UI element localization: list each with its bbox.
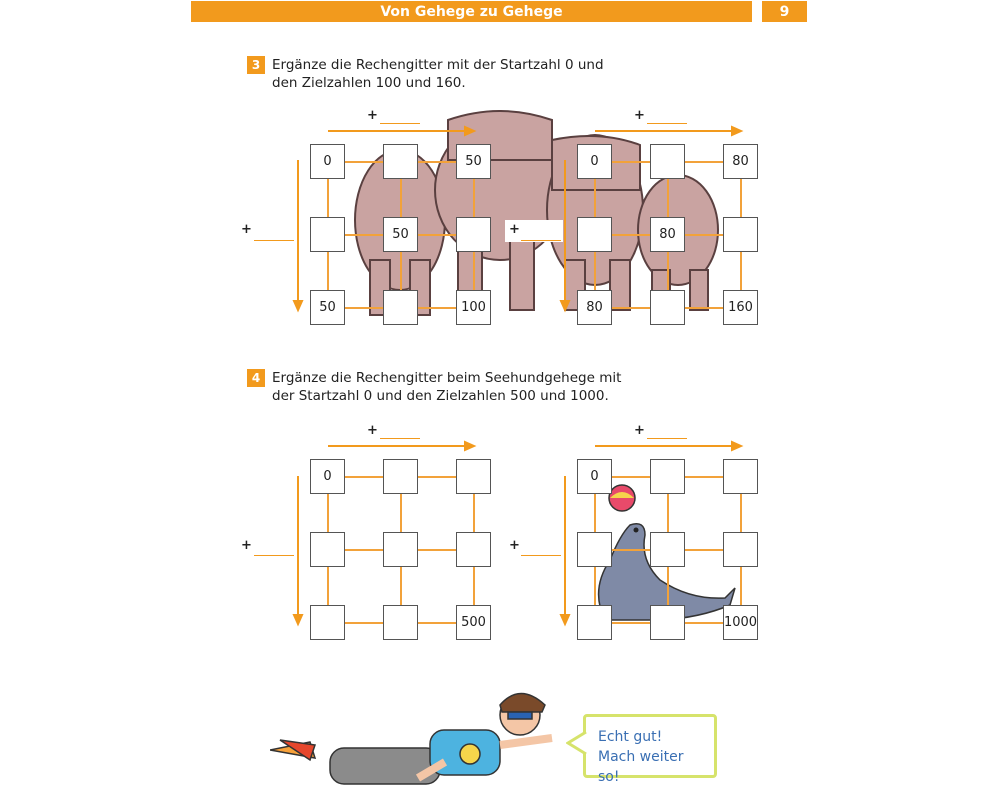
answer-blank[interactable]	[254, 555, 294, 556]
grid-cell-input[interactable]	[383, 532, 418, 567]
speech-line-2: Mach weiter so!	[598, 749, 684, 785]
grid-cell-input[interactable]	[310, 532, 345, 567]
answer-blank[interactable]	[647, 123, 687, 124]
grid-cell: 50	[383, 217, 418, 252]
task-4-line-1: Ergänze die Rechengitter beim Seehundgehege mit	[272, 370, 622, 386]
grid-cell: 50	[456, 144, 491, 179]
page-number: 9	[762, 1, 807, 22]
grid-cell: 0	[310, 459, 345, 494]
grid-cell-input[interactable]	[456, 459, 491, 494]
task-number-3: 3	[247, 56, 265, 74]
task-4-grid-left	[310, 459, 492, 641]
grid-cell-input[interactable]	[383, 605, 418, 640]
plus-sign: +	[509, 222, 520, 237]
page-header-title: Von Gehege zu Gehege	[191, 1, 752, 22]
task-3-line-2: den Zielzahlen 100 und 160.	[272, 75, 466, 91]
answer-blank[interactable]	[380, 438, 420, 439]
task-number-4: 4	[247, 369, 265, 387]
grid-cell: 80	[650, 217, 685, 252]
plus-sign: +	[241, 538, 252, 553]
plus-sign: +	[367, 423, 378, 438]
answer-blank[interactable]	[647, 438, 687, 439]
answer-blank[interactable]	[521, 240, 561, 241]
answer-blank[interactable]	[254, 240, 294, 241]
plus-sign: +	[509, 538, 520, 553]
grid-cell-input[interactable]	[383, 459, 418, 494]
grid-cell-input[interactable]	[650, 605, 685, 640]
answer-blank[interactable]	[521, 555, 561, 556]
grid-cell: 1000	[723, 605, 758, 640]
grid-cell: 0	[310, 144, 345, 179]
answer-blank[interactable]	[380, 123, 420, 124]
task-3-line-1: Ergänze die Rechengitter mit der Startzahl 0 und	[272, 57, 604, 73]
grid-cell: 50	[310, 290, 345, 325]
speech-line-1: Echt gut!	[598, 729, 663, 745]
grid-cell-input[interactable]	[723, 532, 758, 567]
plus-sign: +	[241, 222, 252, 237]
grid-cell: 0	[577, 144, 612, 179]
plus-sign: +	[634, 108, 645, 123]
grid-cell-input[interactable]	[650, 532, 685, 567]
grid-cell: 100	[456, 290, 491, 325]
grid-cell-input[interactable]	[456, 532, 491, 567]
grid-cell: 160	[723, 290, 758, 325]
speech-bubble	[583, 714, 717, 785]
task-4-instructions	[272, 369, 621, 405]
grid-cell: 0	[577, 459, 612, 494]
grid-cell-input[interactable]	[577, 532, 612, 567]
task-4-grid-right	[577, 459, 759, 641]
plus-sign: +	[367, 108, 378, 123]
grid-cell-input[interactable]	[310, 605, 345, 640]
plus-sign: +	[634, 423, 645, 438]
grid-cell: 80	[577, 290, 612, 325]
speech-bubble-tail	[566, 730, 588, 756]
superhero-boy-illustration	[270, 690, 570, 800]
grid-cell-input[interactable]	[577, 605, 612, 640]
grid-cell: 500	[456, 605, 491, 640]
grid-cell-input[interactable]	[723, 459, 758, 494]
grid-cell: 80	[723, 144, 758, 179]
grid-cell-input[interactable]	[650, 459, 685, 494]
task-4-line-2: der Startzahl 0 und den Zielzahlen 500 und 1000.	[272, 388, 609, 404]
